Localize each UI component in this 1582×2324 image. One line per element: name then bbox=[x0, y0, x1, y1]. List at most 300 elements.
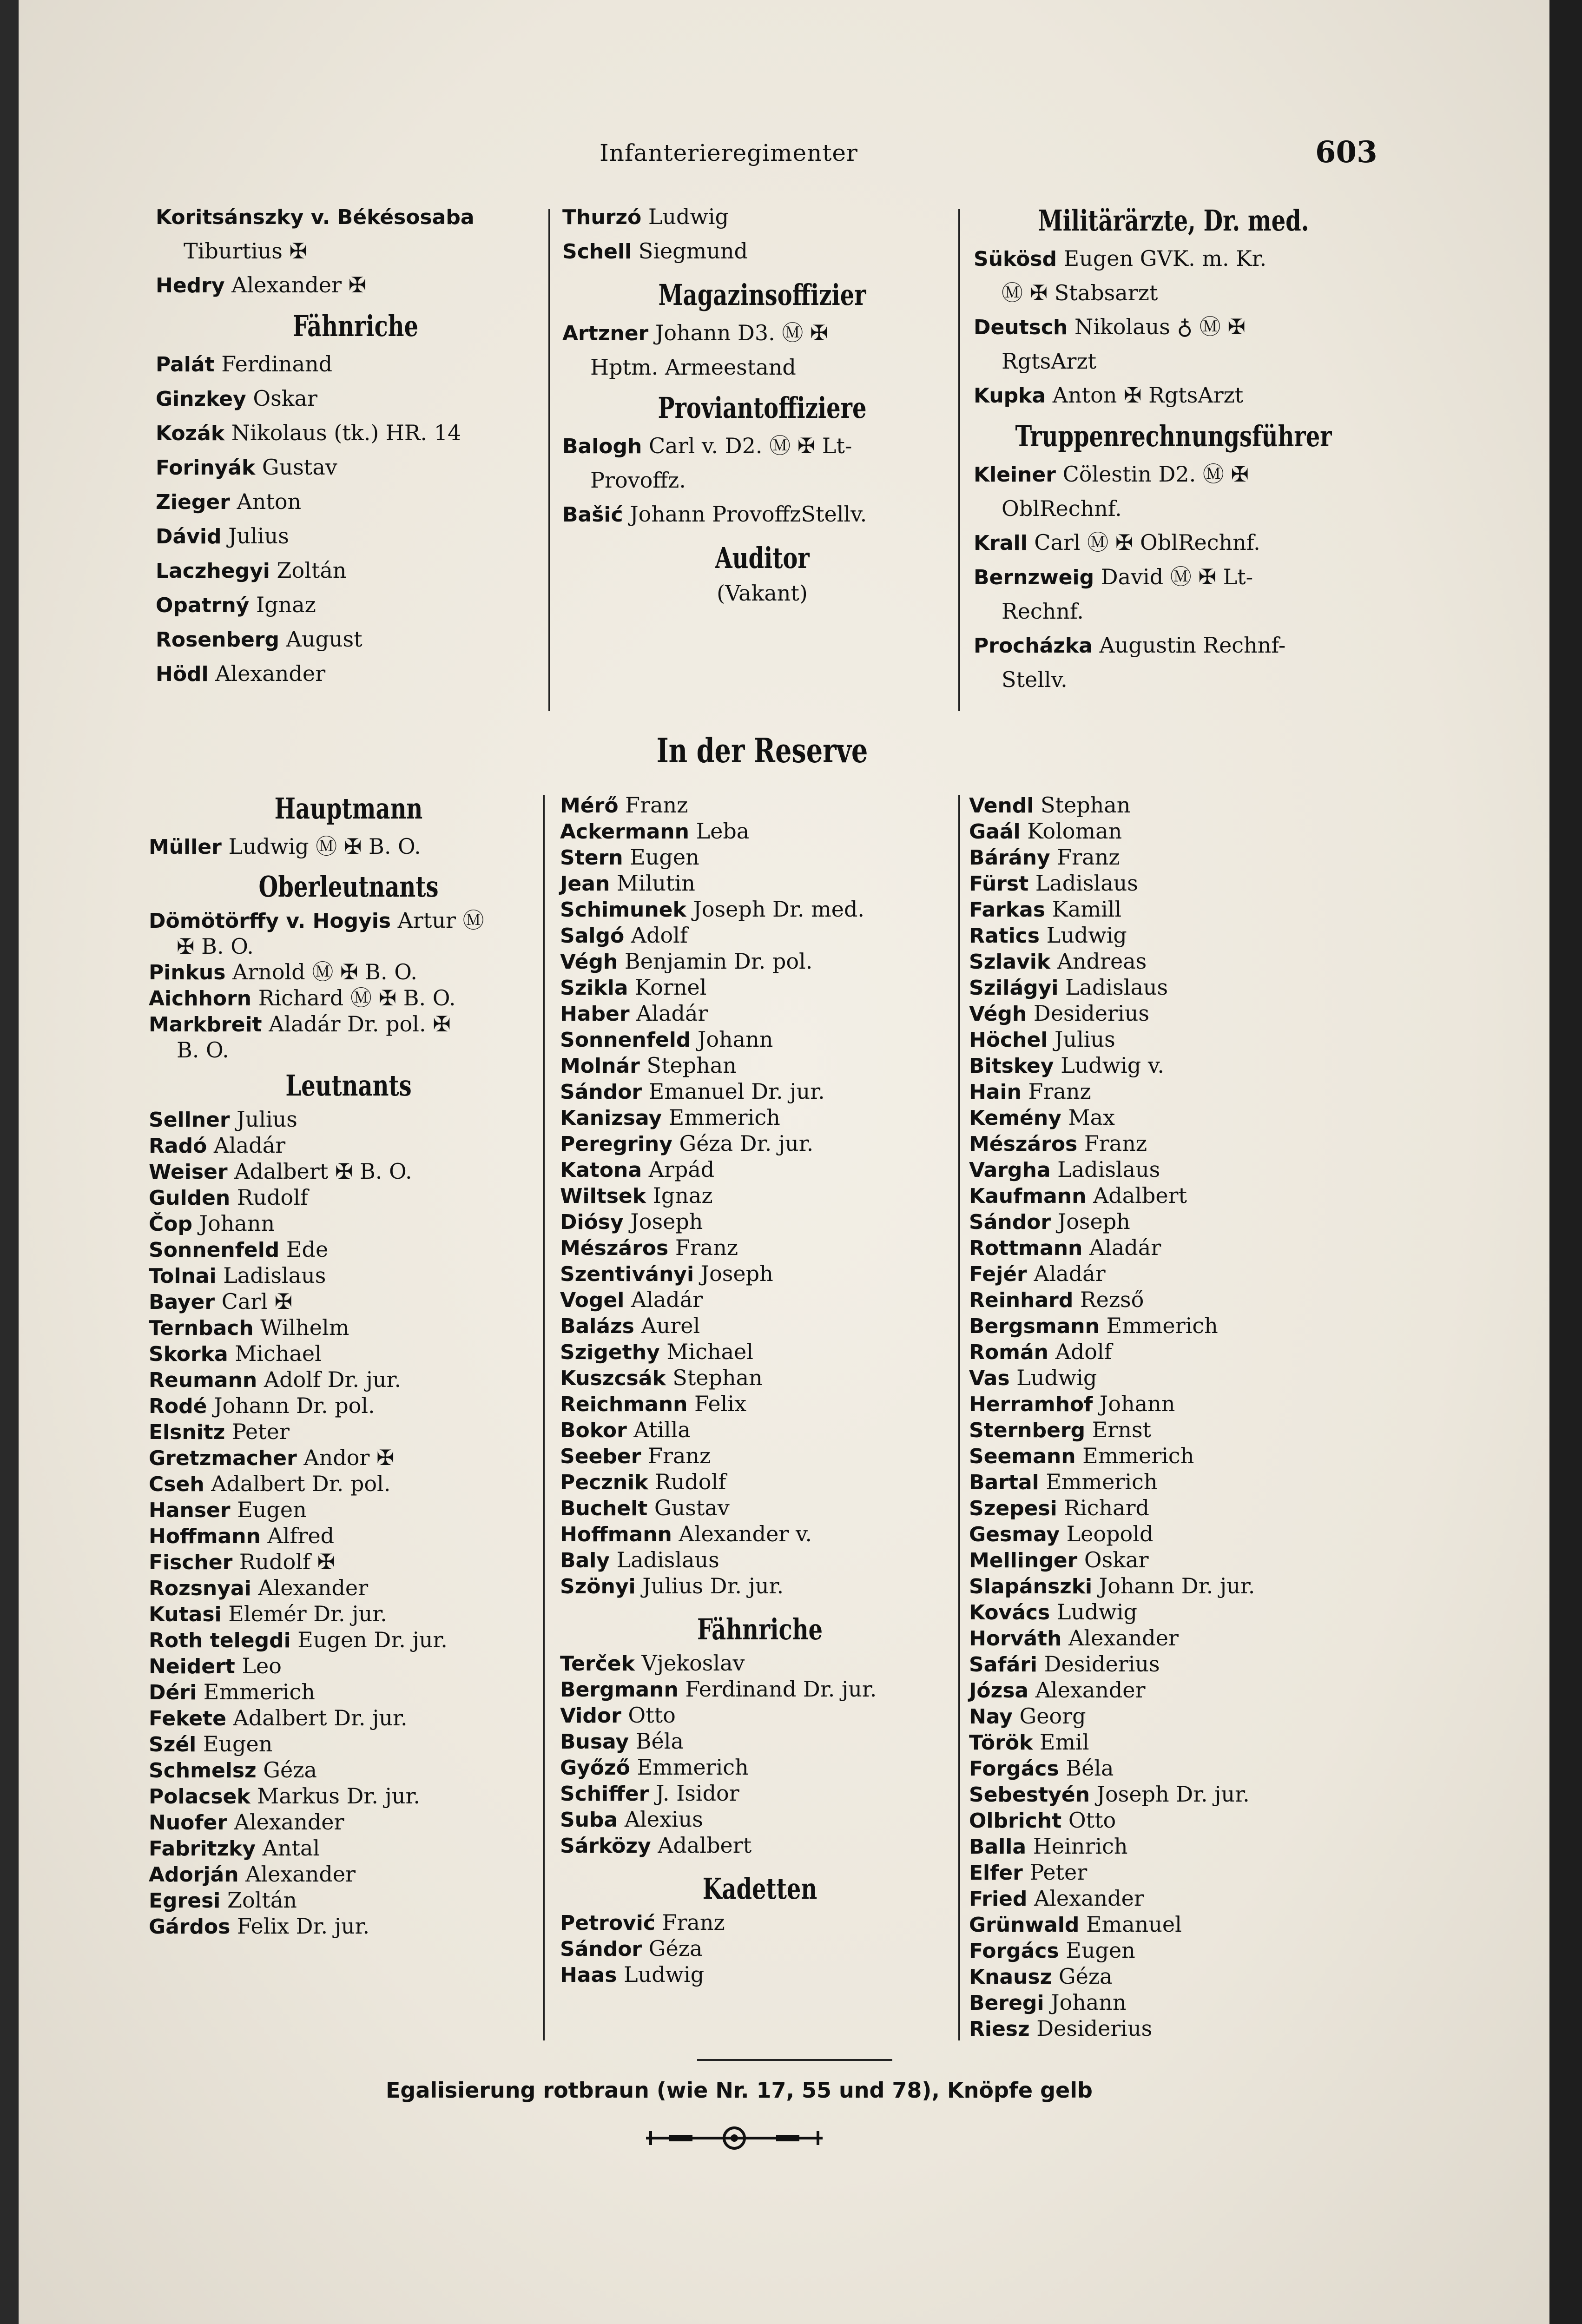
officer-entry bbox=[969, 1053, 1369, 1079]
surname: Suba bbox=[560, 1808, 618, 1832]
surname: Forgács bbox=[969, 1939, 1059, 1963]
surname: Dávid bbox=[156, 525, 222, 548]
officer-entry bbox=[974, 310, 1373, 344]
officer-list bbox=[974, 457, 1373, 697]
officer-entry bbox=[560, 1313, 960, 1339]
given-name-and-rank: OblRechnf. bbox=[1002, 496, 1122, 521]
given-name-and-rank: Stephan bbox=[639, 1053, 737, 1078]
officer-entry bbox=[562, 497, 962, 532]
surname: Seeber bbox=[560, 1445, 641, 1468]
officer-entry bbox=[560, 1235, 960, 1261]
surname: Szlavik bbox=[969, 950, 1051, 974]
surname: Artzner bbox=[562, 322, 649, 345]
surname: Zieger bbox=[156, 490, 230, 514]
given-name-and-rank: Alexander bbox=[227, 1809, 344, 1835]
given-name-and-rank: Antal bbox=[256, 1835, 320, 1861]
surname: Sellner bbox=[149, 1108, 230, 1132]
given-name-and-rank: Elemér Dr. jur. bbox=[221, 1601, 387, 1626]
given-name-and-rank: Richard bbox=[1057, 1495, 1149, 1520]
given-name-and-rank: Alexander bbox=[1061, 1625, 1179, 1651]
given-name-and-rank: Alexander ✠ bbox=[224, 272, 367, 297]
officer-entry bbox=[560, 819, 960, 845]
officer-entry bbox=[562, 200, 962, 234]
given-name-and-rank: Desiderius bbox=[1037, 1651, 1160, 1677]
surname: Olbricht bbox=[969, 1809, 1062, 1833]
section-heading: Auditor bbox=[715, 541, 810, 575]
officer-entry bbox=[560, 1651, 960, 1677]
given-name-and-rank: Andreas bbox=[1050, 949, 1147, 974]
given-name-and-rank: Alexander bbox=[251, 1575, 369, 1600]
entry-continuation bbox=[156, 234, 555, 268]
surname: Mészáros bbox=[560, 1236, 669, 1260]
officer-entry bbox=[156, 622, 555, 657]
given-name-and-rank: Ferdinand bbox=[214, 351, 333, 376]
officer-entry bbox=[156, 268, 555, 303]
given-name-and-rank: Markus Dr. jur. bbox=[250, 1783, 420, 1809]
given-name-and-rank: Johann bbox=[691, 1027, 773, 1052]
given-name-and-rank: Cölestin D2. Ⓜ ✠ bbox=[1055, 462, 1249, 487]
surname: Kozák bbox=[156, 422, 225, 445]
section-heading: Kadetten bbox=[702, 1872, 817, 1906]
given-name-and-rank: Felix Dr. jur. bbox=[230, 1914, 370, 1939]
officer-list bbox=[562, 200, 962, 269]
given-name-and-rank: Emmerich bbox=[1075, 1443, 1194, 1468]
given-name-and-rank: Oskar bbox=[1077, 1547, 1149, 1572]
given-name-and-rank: Michael bbox=[228, 1341, 322, 1366]
surname: Opatrný bbox=[156, 594, 250, 617]
officer-entry bbox=[969, 1938, 1369, 1964]
officer-entry bbox=[560, 1521, 960, 1547]
surname: Thurzó bbox=[562, 205, 642, 229]
officer-entry bbox=[969, 1365, 1369, 1391]
running-title: Infanterieregimenter bbox=[600, 139, 858, 166]
section-heading: Militärärzte, Dr. med. bbox=[1038, 204, 1309, 238]
officer-entry bbox=[156, 200, 555, 234]
surname: Procházka bbox=[974, 634, 1093, 658]
surname: Polacsek bbox=[149, 1785, 250, 1809]
given-name-and-rank: Aladár bbox=[624, 1287, 703, 1312]
surname: Schell bbox=[562, 240, 632, 264]
surname: Elsnitz bbox=[149, 1420, 225, 1444]
given-name-and-rank: Andor ✠ bbox=[297, 1445, 395, 1470]
surname: Fried bbox=[969, 1887, 1028, 1911]
given-name-and-rank: August bbox=[279, 627, 363, 652]
surname: Rodé bbox=[149, 1394, 207, 1418]
surname: Kleiner bbox=[974, 463, 1056, 487]
officer-entry bbox=[969, 1339, 1369, 1365]
officer-entry bbox=[149, 1393, 548, 1419]
surname: Aichhorn bbox=[149, 987, 252, 1010]
surname: Vas bbox=[969, 1367, 1010, 1390]
column-3-top bbox=[974, 200, 1373, 697]
given-name-and-rank: Eugen bbox=[230, 1497, 307, 1522]
officer-list bbox=[562, 316, 962, 384]
surname: Forgács bbox=[969, 1757, 1059, 1781]
surname: Palát bbox=[156, 353, 215, 376]
surname: Hain bbox=[969, 1080, 1022, 1104]
surname: Rozsnyai bbox=[149, 1577, 251, 1600]
officer-entry bbox=[969, 845, 1369, 871]
surname: Bokor bbox=[560, 1419, 627, 1442]
officer-entry bbox=[969, 1651, 1369, 1677]
given-name-and-rank: Johann bbox=[1044, 1990, 1127, 2015]
given-name-and-rank: Kornel bbox=[628, 975, 707, 1000]
given-name-and-rank: Anton ✠ RgtsArzt bbox=[1046, 383, 1244, 408]
surname: Grünwald bbox=[969, 1913, 1080, 1937]
given-name-and-rank: Emil bbox=[1033, 1730, 1089, 1755]
given-name-and-rank: Alexander bbox=[1027, 1886, 1144, 1911]
given-name-and-rank: Ludwig bbox=[1050, 1599, 1137, 1624]
surname: Neidert bbox=[149, 1655, 235, 1678]
given-name-and-rank: Alexander bbox=[1028, 1677, 1146, 1703]
given-name-and-rank: Joseph Dr. med. bbox=[686, 897, 865, 922]
surname: Bayer bbox=[149, 1290, 215, 1314]
surname: Buchelt bbox=[560, 1497, 648, 1520]
given-name-and-rank: Desiderius bbox=[1029, 2016, 1153, 2041]
surname: Mérő bbox=[560, 794, 619, 818]
scan-edge-left bbox=[0, 0, 19, 2324]
section-heading: Magazinsoffizier bbox=[658, 278, 866, 312]
surname: Schmelsz bbox=[149, 1759, 257, 1783]
officer-list bbox=[149, 1107, 548, 1940]
surname: Hoffmann bbox=[560, 1523, 672, 1546]
officer-entry bbox=[149, 1011, 548, 1037]
surname: Fekete bbox=[149, 1707, 226, 1730]
surname: Peregriny bbox=[560, 1132, 672, 1156]
officer-entry bbox=[969, 1730, 1369, 1756]
section-heading: Leutnants bbox=[285, 1069, 412, 1103]
given-name-and-rank: Emmerich bbox=[197, 1679, 315, 1704]
surname: Balogh bbox=[562, 435, 642, 458]
given-name-and-rank: Michael bbox=[659, 1339, 753, 1364]
surname: Forinyák bbox=[156, 456, 256, 480]
surname: Sándor bbox=[969, 1210, 1051, 1234]
officer-entry bbox=[969, 1912, 1369, 1938]
given-name-and-rank: Emmerich bbox=[662, 1105, 780, 1130]
officer-entry bbox=[969, 871, 1369, 897]
officer-entry bbox=[560, 1833, 960, 1859]
surname: Sárközy bbox=[560, 1834, 651, 1858]
reserve-heading: In der Reserve bbox=[656, 731, 868, 770]
given-name-and-rank: Ladislaus bbox=[216, 1263, 326, 1288]
surname: Fabritzky bbox=[149, 1837, 256, 1861]
entry-continuation bbox=[562, 350, 962, 384]
officer-entry bbox=[969, 1443, 1369, 1469]
officer-entry bbox=[560, 1547, 960, 1573]
officer-list bbox=[562, 429, 962, 532]
surname: Végh bbox=[560, 950, 618, 974]
given-name-and-rank: Ferdinand Dr. jur. bbox=[678, 1677, 877, 1702]
surname: Koritsánszky v. Békésosaba bbox=[156, 205, 475, 229]
surname: Müller bbox=[149, 835, 222, 859]
surname: Gretzmacher bbox=[149, 1446, 297, 1470]
given-name-and-rank: Carl v. D2. Ⓜ ✠ Lt- bbox=[642, 433, 852, 458]
officer-entry bbox=[969, 792, 1369, 819]
surname: Čop bbox=[149, 1212, 193, 1236]
surname: Szentiványi bbox=[560, 1262, 694, 1286]
officer-entry bbox=[560, 1053, 960, 1079]
surname: Déri bbox=[149, 1681, 197, 1704]
surname: Elfer bbox=[969, 1861, 1023, 1885]
officer-entry bbox=[560, 1365, 960, 1391]
surname: Höchel bbox=[969, 1028, 1048, 1052]
given-name-and-rank: J. Isidor bbox=[649, 1781, 739, 1806]
given-name-and-rank: Stellv. bbox=[1002, 667, 1068, 692]
column-divider bbox=[543, 795, 545, 2040]
officer-entry bbox=[969, 923, 1369, 949]
surname: Nuofer bbox=[149, 1811, 228, 1835]
surname: Katona bbox=[560, 1158, 642, 1182]
given-name-and-rank: Aladár bbox=[1027, 1261, 1106, 1286]
given-name-and-rank: Adalbert Dr. jur. bbox=[226, 1705, 408, 1730]
given-name-and-rank: Ladislaus bbox=[1050, 1157, 1160, 1182]
given-name-and-rank: Julius bbox=[230, 1107, 297, 1132]
officer-entry bbox=[149, 1549, 548, 1575]
officer-entry bbox=[560, 1936, 960, 1962]
surname: Bašić bbox=[562, 503, 623, 527]
officer-entry bbox=[969, 1105, 1369, 1131]
surname: Herramhof bbox=[969, 1393, 1093, 1416]
officer-entry bbox=[149, 1627, 548, 1653]
officer-entry bbox=[149, 1757, 548, 1783]
given-name-and-rank: Nikolaus ♁ Ⓜ ✠ bbox=[1068, 314, 1246, 339]
given-name-and-rank: Alexander v. bbox=[672, 1521, 812, 1546]
given-name-and-rank: David Ⓜ ✠ Lt- bbox=[1094, 564, 1253, 589]
surname: Weiser bbox=[149, 1160, 228, 1184]
officer-entry bbox=[560, 975, 960, 1001]
surname: Kovács bbox=[969, 1601, 1050, 1624]
given-name-and-rank: Rudolf bbox=[648, 1469, 726, 1494]
officer-entry bbox=[560, 792, 960, 819]
given-name-and-rank: Joseph bbox=[623, 1209, 703, 1234]
surname: Román bbox=[969, 1340, 1048, 1364]
surname: Rosenberg bbox=[156, 628, 279, 652]
entry-continuation bbox=[974, 276, 1373, 310]
surname: Knausz bbox=[969, 1965, 1052, 1989]
surname: Balázs bbox=[560, 1314, 634, 1338]
given-name-and-rank: Gustav bbox=[647, 1495, 730, 1520]
surname: Skorka bbox=[149, 1342, 228, 1366]
officer-entry bbox=[149, 1289, 548, 1315]
given-name-and-rank: Adalbert Dr. pol. bbox=[204, 1471, 391, 1496]
officer-entry bbox=[149, 959, 548, 985]
surname: Slapánszki bbox=[969, 1575, 1093, 1598]
officer-entry bbox=[149, 1211, 548, 1237]
given-name-and-rank: B. O. bbox=[177, 1037, 229, 1063]
officer-entry bbox=[969, 1469, 1369, 1495]
given-name-and-rank: Otto bbox=[621, 1703, 676, 1728]
surname: Sonnenfeld bbox=[149, 1238, 280, 1262]
officer-entry bbox=[969, 949, 1369, 975]
section-heading: Oberleutnants bbox=[258, 870, 439, 904]
officer-entry bbox=[149, 1601, 548, 1627]
surname: Dömötörffy v. Hogyis bbox=[149, 909, 391, 933]
officer-entry bbox=[969, 1964, 1369, 1990]
officer-entry bbox=[969, 1313, 1369, 1339]
officer-entry bbox=[969, 1391, 1369, 1417]
officer-entry bbox=[969, 1131, 1369, 1157]
facings-note: Egalisierung rotbraun (wie Nr. 17, 55 und 78), Knöpfe gelb bbox=[386, 2078, 1093, 2103]
given-name-and-rank: RgtsArzt bbox=[1002, 349, 1097, 374]
officer-entry bbox=[560, 1729, 960, 1755]
given-name-and-rank: Wilhelm bbox=[253, 1315, 349, 1340]
surname: Gesmay bbox=[969, 1523, 1060, 1546]
given-name-and-rank: Aurel bbox=[634, 1313, 700, 1338]
given-name-and-rank: Julius Dr. jur. bbox=[635, 1573, 784, 1598]
given-name-and-rank: Desiderius bbox=[1027, 1001, 1149, 1026]
surname: Radó bbox=[149, 1134, 207, 1158]
officer-entry bbox=[156, 657, 555, 691]
officer-entry bbox=[969, 1157, 1369, 1183]
officer-list bbox=[149, 830, 548, 864]
surname: Balla bbox=[969, 1835, 1027, 1859]
given-name-and-rank: Adolf bbox=[1048, 1339, 1112, 1364]
officer-entry bbox=[560, 897, 960, 923]
surname: Terček bbox=[560, 1652, 635, 1676]
officer-list bbox=[560, 1651, 960, 1859]
surname: Bartal bbox=[969, 1471, 1039, 1494]
surname: Pinkus bbox=[149, 961, 226, 984]
officer-entry bbox=[156, 382, 555, 416]
officer-entry bbox=[149, 1523, 548, 1549]
officer-entry bbox=[974, 628, 1373, 663]
officer-entry bbox=[149, 1835, 548, 1862]
officer-entry bbox=[156, 450, 555, 485]
surname: Józsa bbox=[969, 1679, 1029, 1703]
section-heading: Fähnriche bbox=[697, 1612, 823, 1646]
surname: Seemann bbox=[969, 1445, 1076, 1468]
officer-list bbox=[560, 792, 960, 1599]
column-divider bbox=[958, 795, 960, 2040]
officer-list bbox=[149, 908, 548, 1063]
given-name-and-rank: Ladislaus bbox=[1058, 975, 1168, 1000]
officer-list bbox=[974, 242, 1373, 413]
given-name-and-rank: Ludwig bbox=[641, 204, 729, 229]
given-name-and-rank: Richard Ⓜ ✠ B. O. bbox=[251, 985, 456, 1010]
surname: Reichmann bbox=[560, 1393, 688, 1416]
given-name-and-rank: Franz bbox=[655, 1910, 725, 1935]
officer-entry bbox=[560, 1703, 960, 1729]
given-name-and-rank: Johann Dr. pol. bbox=[207, 1393, 375, 1418]
given-name-and-rank: Eugen bbox=[623, 845, 699, 870]
given-name-and-rank: Nikolaus (tk.) HR. 14 bbox=[224, 420, 461, 445]
surname: Végh bbox=[969, 1002, 1027, 1026]
given-name-and-rank: Benjamin Dr. pol. bbox=[618, 949, 813, 974]
officer-entry bbox=[156, 519, 555, 554]
surname: Reumann bbox=[149, 1368, 257, 1392]
officer-entry bbox=[149, 1419, 548, 1445]
surname: Cseh bbox=[149, 1472, 204, 1496]
officer-entry bbox=[560, 1807, 960, 1833]
surname: Szepesi bbox=[969, 1497, 1057, 1520]
given-name-and-rank: Franz bbox=[1077, 1131, 1147, 1156]
officer-entry bbox=[969, 1599, 1369, 1625]
officer-entry bbox=[974, 378, 1373, 413]
officer-entry bbox=[969, 1547, 1369, 1573]
given-name-and-rank: Carl ✠ bbox=[215, 1289, 293, 1314]
surname: Szilágyi bbox=[969, 976, 1059, 1000]
officer-entry bbox=[149, 1159, 548, 1185]
given-name-and-rank: Adolf bbox=[624, 923, 688, 948]
given-name-and-rank: Béla bbox=[1059, 1756, 1114, 1781]
surname: Salgó bbox=[560, 924, 625, 948]
surname: Adorján bbox=[149, 1863, 239, 1887]
officer-entry bbox=[969, 1677, 1369, 1703]
officer-entry bbox=[969, 1808, 1369, 1834]
officer-entry bbox=[969, 1287, 1369, 1313]
officer-list bbox=[156, 200, 555, 303]
surname: Deutsch bbox=[974, 316, 1068, 339]
officer-entry bbox=[560, 923, 960, 949]
given-name-and-rank: Franz bbox=[641, 1443, 711, 1468]
officer-entry bbox=[149, 1133, 548, 1159]
officer-entry bbox=[149, 1731, 548, 1757]
surname: Sebestyén bbox=[969, 1783, 1090, 1807]
given-name-and-rank: Peter bbox=[225, 1419, 290, 1444]
surname: Fejér bbox=[969, 1262, 1027, 1286]
entry-continuation bbox=[149, 934, 548, 959]
given-name-and-rank: Johann bbox=[192, 1211, 275, 1236]
surname: Mészáros bbox=[969, 1132, 1078, 1156]
entry-continuation bbox=[974, 594, 1373, 628]
given-name-and-rank: Emanuel bbox=[1079, 1912, 1182, 1937]
surname: Hödl bbox=[156, 662, 209, 686]
surname: Haber bbox=[560, 1002, 630, 1026]
section-heading: Proviantoffiziere bbox=[658, 391, 867, 425]
surname: Gulden bbox=[149, 1186, 231, 1210]
surname: Horváth bbox=[969, 1627, 1062, 1651]
officer-entry bbox=[969, 1703, 1369, 1730]
given-name-and-rank: Heinrich bbox=[1026, 1834, 1128, 1859]
surname: Kuszcsák bbox=[560, 1367, 666, 1390]
surname: Kupka bbox=[974, 384, 1046, 408]
given-name-and-rank: Julius bbox=[1048, 1027, 1115, 1052]
surname: Szigethy bbox=[560, 1340, 660, 1364]
given-name-and-rank: Adalbert bbox=[1086, 1183, 1187, 1208]
surname: Mellinger bbox=[969, 1549, 1078, 1572]
given-name-and-rank: Julius bbox=[221, 523, 289, 548]
surname: Gaál bbox=[969, 820, 1021, 844]
officer-entry bbox=[149, 1862, 548, 1888]
officer-entry bbox=[974, 526, 1373, 560]
surname: Tolnai bbox=[149, 1264, 217, 1288]
section-heading: Fähnriche bbox=[292, 309, 419, 343]
surname: Markbreit bbox=[149, 1013, 262, 1037]
officer-entry bbox=[560, 1910, 960, 1936]
surname: Petrović bbox=[560, 1911, 655, 1935]
surname: Bitskey bbox=[969, 1054, 1054, 1078]
surname: Hanser bbox=[149, 1499, 231, 1522]
given-name-and-rank: Géza bbox=[1052, 1964, 1113, 1989]
surname: Vidor bbox=[560, 1704, 621, 1728]
officer-entry bbox=[560, 1339, 960, 1365]
column-1-reserve bbox=[149, 788, 548, 1940]
given-name-and-rank: Aladár Dr. pol. ✠ bbox=[262, 1011, 451, 1037]
officer-entry bbox=[560, 1469, 960, 1495]
officer-entry bbox=[969, 1001, 1369, 1027]
surname: Fischer bbox=[149, 1551, 233, 1574]
officer-entry bbox=[149, 1367, 548, 1393]
given-name-and-rank: Emmerich bbox=[630, 1755, 749, 1780]
given-name-and-rank: Johann Dr. jur. bbox=[1092, 1573, 1255, 1598]
officer-entry bbox=[156, 416, 555, 450]
surname: Szönyi bbox=[560, 1575, 636, 1598]
officer-entry bbox=[969, 1495, 1369, 1521]
surname: Laczhegyi bbox=[156, 559, 270, 583]
surname: Stern bbox=[560, 846, 623, 870]
officer-entry bbox=[560, 1079, 960, 1105]
given-name-and-rank: Ludwig bbox=[1039, 923, 1127, 948]
